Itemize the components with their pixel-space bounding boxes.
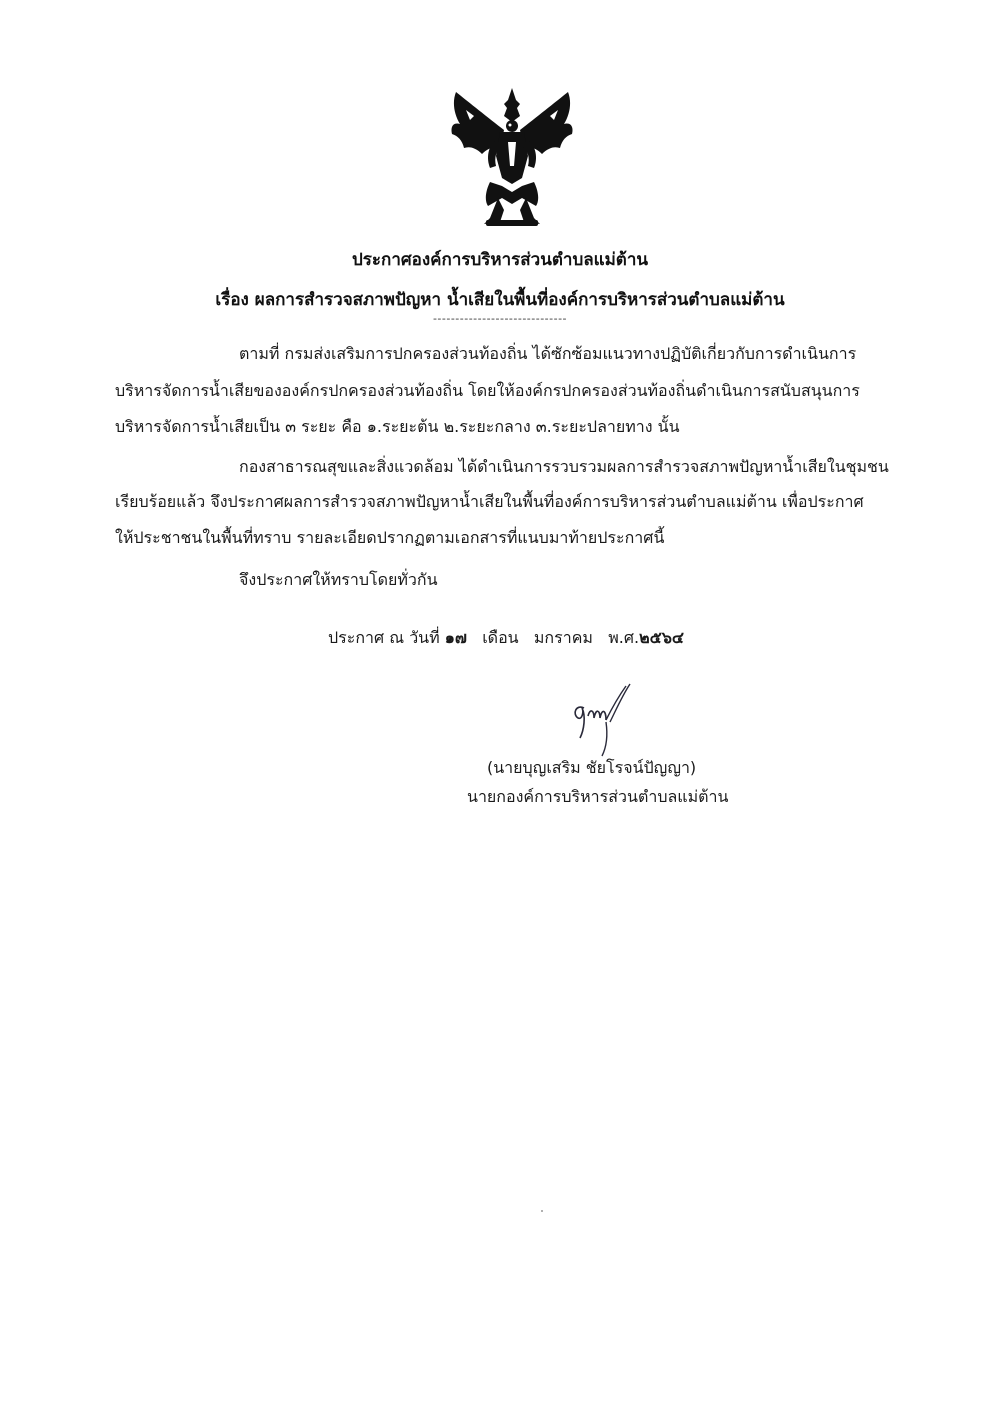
paragraph-1-line-1: ตามที่ กรมส่งเสริมการปกครองส่วนท้องถิ่น ได้ซักซ้อมแนวทางปฏิบัติเกี่ยวกับการดำเนินการ: [239, 344, 857, 363]
paragraph-1-line-3: บริหารจัดการน้ำเสียเป็น ๓ ระยะ คือ ๑.ระยะต้น ๒.ระยะกลาง ๓.ระยะปลายทาง นั้น: [115, 417, 680, 436]
announcement-title: ประกาศองค์การบริหารส่วนตำบลแม่ต้าน: [351, 250, 649, 270]
signatory-position: นายกองค์การบริหารส่วนตำบลแม่ต้าน: [467, 787, 729, 806]
garuda-emblem-icon: [446, 86, 578, 228]
paragraph-2-line-1: กองสาธารณสุขและสิ่งแวดล้อม ได้ดำเนินการรวบรวมผลการสำรวจสภาพปัญหาน้ำเสียในชุมชน: [239, 457, 889, 476]
date-year: ๒๕๖๔: [639, 628, 684, 647]
handwritten-signature-icon: [566, 682, 642, 758]
announcement-subject: เรื่อง ผลการสำรวจสภาพปัญหา น้ำเสียในพื้นที่องค์การบริหารส่วนตำบลแม่ต้าน: [215, 290, 785, 310]
closing-statement: จึงประกาศให้ทราบโดยทั่วกัน: [239, 570, 438, 589]
date-year-label: พ.ศ.: [608, 628, 640, 647]
date-prefix: ประกาศ ณ วันที่: [328, 628, 440, 647]
paragraph-1-line-2: บริหารจัดการน้ำเสียขององค์กรปกครองส่วนท้องถิ่น โดยให้องค์กรปกครองส่วนท้องถิ่นดำเนินการสนับสนุนการ: [115, 381, 860, 400]
divider: ------------------------------: [432, 312, 568, 325]
date-month-label: เดือน: [482, 628, 519, 647]
signatory-name: (นายบุญเสริม ชัยโรจน์ปัญญา): [487, 758, 697, 777]
scan-speck: [541, 1210, 543, 1212]
paragraph-2-line-2: เรียบร้อยแล้ว จึงประกาศผลการสำรวจสภาพปัญหาน้ำเสียในพื้นที่องค์การบริหารส่วนตำบลแม่ต้าน เพื่อประกาศ: [115, 492, 864, 511]
date-month: มกราคม: [533, 628, 593, 647]
date-day: ๑๗: [444, 628, 467, 647]
date-line: [328, 630, 684, 646]
paragraph-2-line-3: ให้ประชาชนในพื้นที่ทราบ รายละเอียดปรากฏตามเอกสารที่แนบมาท้ายประกาศนี้: [115, 528, 665, 547]
